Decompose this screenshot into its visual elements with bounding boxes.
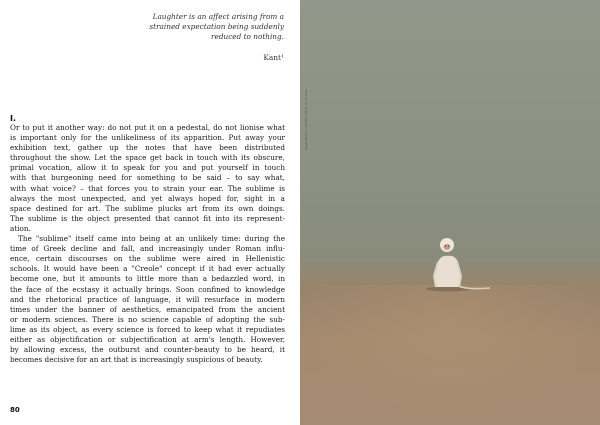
body-line: The sublime is the object presented that cannot fit into its represent-: [10, 213, 285, 223]
body-line: with that burgeoning need for something to be said – to say what,: [10, 173, 285, 183]
body-line: by allowing excess, the outburst and counter-beauty to be heard, it: [10, 345, 285, 355]
body-line: is important only for the unlikeliness of its apparition. Put away your: [10, 133, 285, 143]
epigraph-attribution: Kant¹: [263, 53, 284, 62]
body-line: throughout the show. Let the space get back in touch with its obscure,: [10, 153, 285, 163]
body-line: time of Greek decline and fall, and increasingly under Roman influ-: [10, 244, 285, 254]
epigraph-line: reduced to nothing.: [211, 32, 284, 41]
epigraph: [120, 12, 284, 42]
monkey-eye: [445, 245, 446, 246]
monkey-face: [444, 244, 451, 250]
body-text: [10, 123, 285, 365]
body-line: schools. It would have been a "Creole" concept if it had ever actually: [10, 264, 285, 274]
body-line: or modern sciences. There is no science capable of adopting the sub-: [10, 314, 285, 324]
body-line: ence, certain discourses on the sublime were aired in Hellenistic: [10, 254, 285, 264]
body-line: either as objectification or subjectification at arm's length. However,: [10, 334, 285, 344]
body-line: The "sublime" itself came into being at an unlikely time: during the: [18, 234, 285, 244]
body-line: always the most unexpected, and yet always hoped for, sight in a: [10, 193, 285, 203]
body-line: with what voice? – that forces you to strain your ear. The sublime is: [10, 183, 285, 193]
body-line: lime as its object, as every science is forced to keep what it repudiates: [10, 324, 285, 334]
body-line: space destined for art. The sublime plucks art from its own doings.: [10, 203, 285, 213]
body-line: times under the banner of aesthetics, emancipated from the ancient: [10, 304, 285, 314]
body-line: the face of the ecstasy it actually brings. Soon confined to knowledge: [10, 284, 285, 294]
epigraph-line: strained expectation being suddenly: [149, 22, 284, 31]
monkey-body: [434, 256, 461, 287]
body-line: primal vocation, allow it to speak for you and put yourself in touch: [10, 163, 285, 173]
body-line: becomes decisive for an art that is increasingly suspicious of beauty.: [10, 355, 263, 365]
monkey-eye: [448, 245, 449, 246]
section-heading: I.: [10, 114, 17, 123]
body-line: and the rhetorical practice of language, it will resurface in modern: [10, 294, 285, 304]
page-number: 80: [10, 406, 20, 414]
body-line: Or to put it another way: do not put it on a pedestal, do not lionise what: [10, 123, 285, 132]
painting-image: [300, 0, 600, 425]
image-credit-text: Pagan Brown, Untitled, 2019, oil on linen: [304, 88, 308, 150]
body-line: exhibition text, gather up the notes that have been distributed: [10, 143, 285, 153]
monkey-figure: [300, 0, 600, 425]
epigraph-line: Laughter is an affect arising from a: [152, 12, 284, 21]
body-line: become one, but it amounts to little more than a bedazzled word, in: [10, 274, 285, 284]
body-line: ation.: [10, 223, 31, 233]
